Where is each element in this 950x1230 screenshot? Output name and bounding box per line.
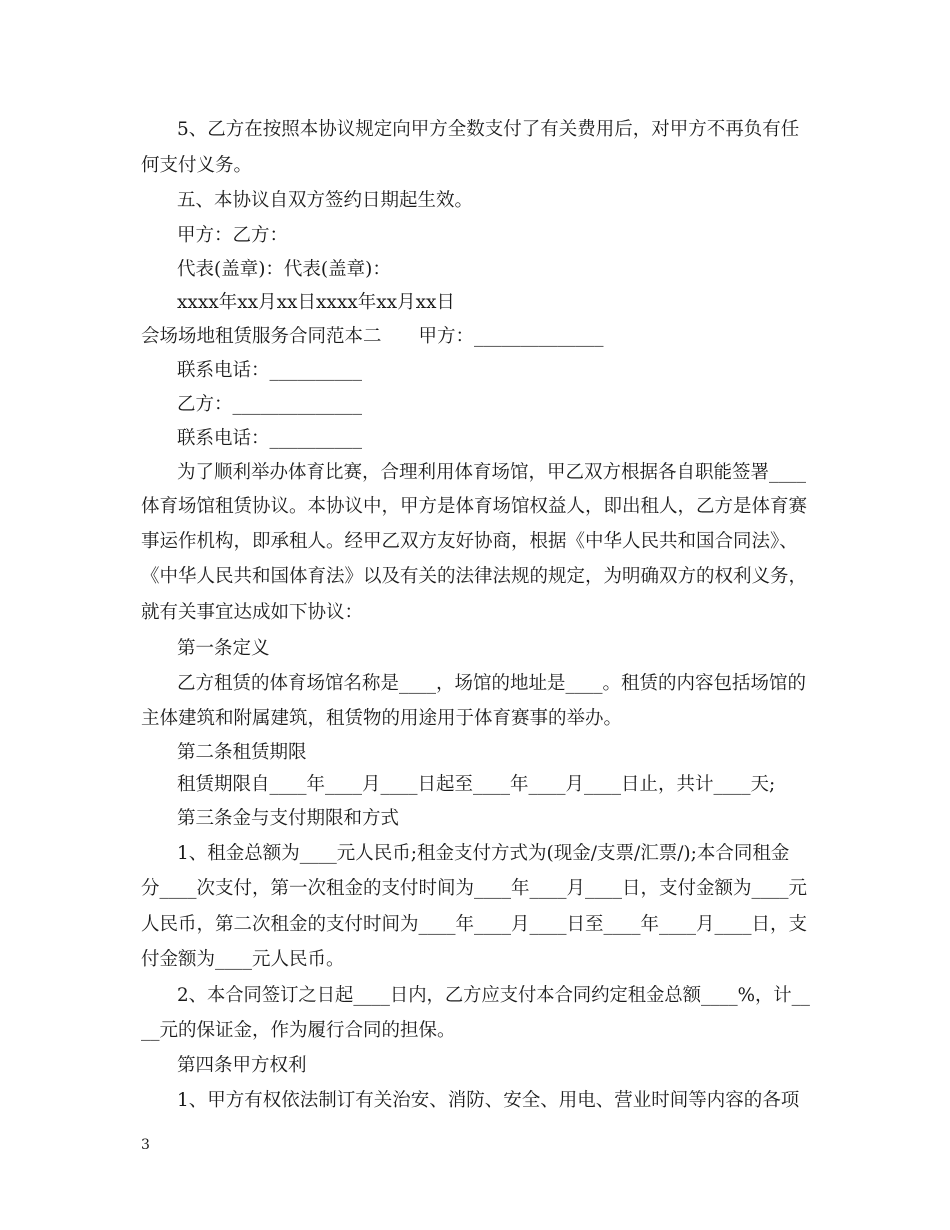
paragraph-line: 何支付义务。: [141, 155, 253, 176]
paragraph-line: 租赁期限自____年____月____日起至____年____月____日止，共计____天;: [177, 774, 776, 795]
paragraph-line: 2、本合同签订之日起____日内，乙方应支付本合同约定租金总额____%，计__: [177, 985, 810, 1006]
paragraph-line: 5、乙方在按照本协议规定向甲方全数支付了有关费用后，对甲方不再负有任: [177, 119, 800, 140]
paragraph-line: 代表(盖章)：代表(盖章)：: [177, 259, 391, 280]
paragraph-line: 1、租金总额为____元人民币;租金支付方式为(现金/支票/汇票/);本合同租金: [177, 843, 790, 864]
paragraph-line: 《中华人民共和国体育法》以及有关的法律法规的规定，为明确双方的权利义务，: [141, 566, 808, 587]
paragraph-line: 主体建筑和附属建筑，租赁物的用途用于体育赛事的举办。: [141, 708, 623, 729]
paragraph-line: 联系电话：__________: [177, 428, 363, 449]
paragraph-line: 第一条定义: [177, 638, 270, 659]
paragraph-line: 事运作机构，即承租人。经甲乙双方友好协商，根据《中华人民共和国合同法》、: [141, 531, 798, 552]
paragraph-line: 第二条租赁期限: [177, 742, 307, 763]
paragraph-line: 乙方租赁的体育场馆名称是____，场馆的地址是____。租赁的内容包括场馆的: [177, 673, 807, 694]
paragraph-line: 人民币，第二次租金的支付时间为____年____月____日至____年____月____日，支: [141, 914, 808, 935]
paragraph-line: 体育场馆租赁协议。本协议中，甲方是体育场馆权益人，即出租人，乙方是体育赛: [141, 496, 808, 517]
paragraph-line: 甲方：乙方：: [177, 225, 289, 246]
paragraph-line: __元的保证金，作为履行合同的担保。: [141, 1020, 456, 1041]
paragraph-line: 第四条甲方权利: [177, 1055, 307, 1076]
page-number: 3: [141, 1137, 150, 1153]
paragraph-line: 第三条金与支付期限和方式: [177, 808, 400, 829]
paragraph-line: 五、本协议自双方签约日期起生效。: [177, 190, 474, 211]
paragraph-line: 分____次支付，第一次租金的支付时间为____年____月____日，支付金额为____元: [141, 878, 808, 899]
paragraph-line: xxxx年xx月xx日xxxx年xx月xx日: [177, 292, 455, 313]
paragraph-line: 会场场地租赁服务合同范本二 甲方：______________: [141, 326, 604, 347]
paragraph-line: 联系电话：__________: [177, 360, 363, 381]
paragraph-line: 为了顺利举办体育比赛，合理利用体育场馆，甲乙双方根据各自职能签署____: [177, 462, 807, 483]
paragraph-line: 1、甲方有权依法制订有关治安、消防、安全、用电、营业时间等内容的各项: [177, 1090, 800, 1111]
paragraph-line: 就有关事宜达成如下协议：: [141, 602, 364, 623]
paragraph-line: 付金额为____元人民币。: [141, 949, 345, 970]
paragraph-line: 乙方：______________: [177, 394, 363, 415]
